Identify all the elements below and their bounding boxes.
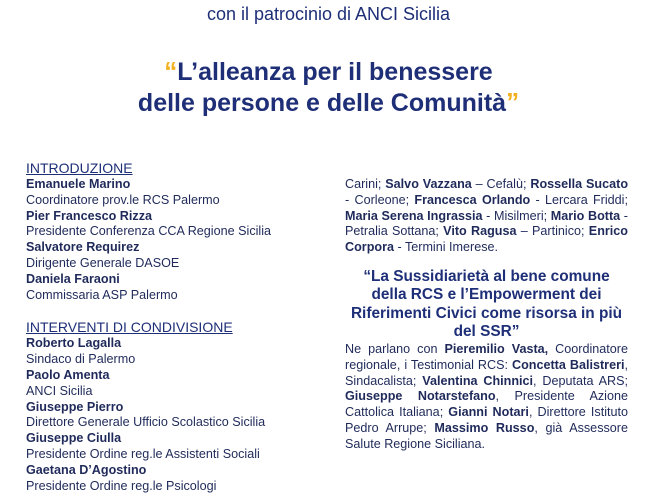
person-name: Concetta Balistreri	[512, 357, 625, 372]
text-run: - Petralia Sottana;	[345, 208, 629, 239]
speaker-name: Daniela Faraoni	[26, 271, 120, 286]
person-name: Mario Botta	[550, 208, 621, 223]
intro-list	[26, 177, 326, 303]
text-run: - Misilmeri;	[482, 208, 551, 223]
person-name: Valentina Chinnici	[422, 373, 534, 388]
speaker-name: Giuseppe Ciulla	[26, 431, 122, 446]
intro-heading: INTRODUZIONE	[26, 160, 133, 176]
quote-open: “	[164, 56, 178, 86]
person-name: Salvo Vazzana	[385, 177, 472, 191]
right-column	[345, 177, 628, 453]
speaker-role: Presidente Ordine reg.le Assistenti Sociali	[26, 446, 260, 461]
title-line-2: delle persone e delle Comunità	[137, 89, 507, 117]
speaker-name: Emanuele Marino	[26, 177, 131, 191]
testimonials-paragraph	[345, 177, 628, 256]
interventi-list	[26, 336, 326, 494]
person-name: Vito Ragusa	[443, 224, 517, 239]
speaker-role: Sindaco di Palermo	[26, 352, 136, 367]
person-name: Maria Serena Ingrassia	[345, 208, 483, 223]
speaker-role: Coordinatore prov.le RCS Palermo	[26, 192, 220, 207]
person-name: Pieremilio Vasta,	[444, 341, 549, 356]
person-name: Enrico Corpora	[345, 224, 628, 255]
text-run: , Deputata ARS;	[533, 373, 628, 388]
speaker-name: Paolo Amenta	[26, 367, 110, 382]
event-title	[0, 56, 657, 118]
speaker-name: Pier Francesco Rizza	[26, 208, 152, 223]
speaker-role: Presidente Conferenza CCA Regione Sicilia	[26, 224, 272, 239]
speaker-role: Dirigente Generale DASOE	[26, 255, 180, 270]
interventi-heading: INTERVENTI DI CONDIVISIONE	[26, 319, 233, 336]
text-run: Carini;	[345, 177, 386, 191]
left-column	[26, 160, 326, 494]
text-run: – Partinico;	[516, 224, 589, 239]
person-name: Rossella Sucato	[530, 177, 629, 191]
quote-close: ”	[506, 87, 520, 117]
session-paragraph	[345, 342, 628, 453]
text-run: , Direttore Istituto Pedro Arrupe;	[345, 405, 628, 435]
speaker-role: Presidente Ordine reg.le Psicologi	[26, 478, 217, 493]
text-run: – Cefalù;	[471, 177, 531, 191]
person-name: Gianni Notari	[448, 405, 529, 420]
text-run: Ne parlano con	[345, 341, 445, 356]
person-name: Massimo Russo	[434, 420, 535, 435]
patrocinio-line: con il patrocinio di ANCI Sicilia	[206, 4, 451, 24]
text-run: - Termini Imerese.	[393, 240, 499, 255]
text-run: - Corleone;	[345, 192, 415, 207]
speaker-name: Salvatore Requirez	[26, 240, 140, 255]
text-run: Coordinatore regionale, i Testimonial RCS:	[345, 341, 628, 372]
person-name: Giuseppe Notarstefano	[345, 389, 496, 404]
session-heading: “La Sussidiarietà al bene comune della RCS e l’Empowerment dei Riferimenti Civici come risorsa in più del SSR”	[350, 267, 623, 341]
text-run: , già Assessore Salute Regione Siciliana.	[345, 420, 628, 451]
speaker-role: Commissaria ASP Palermo	[26, 287, 178, 302]
title-line-1: L’alleanza per il benessere	[177, 58, 493, 86]
speaker-role: Direttore Generale Ufficio Scolastico Sicilia	[26, 415, 266, 430]
text-run: , Presidente Azione Cattolica Italiana;	[345, 389, 628, 420]
speaker-name: Gaetana D’Agostino	[26, 462, 147, 477]
person-name: Francesca Orlando	[414, 192, 531, 207]
text-run: - Lercara Friddi;	[530, 192, 628, 207]
speaker-role: ANCI Sicilia	[26, 383, 93, 398]
speaker-name: Roberto Lagalla	[26, 336, 122, 351]
text-run: , Sindacalista;	[345, 357, 628, 388]
speaker-name: Giuseppe Pierro	[26, 399, 124, 414]
